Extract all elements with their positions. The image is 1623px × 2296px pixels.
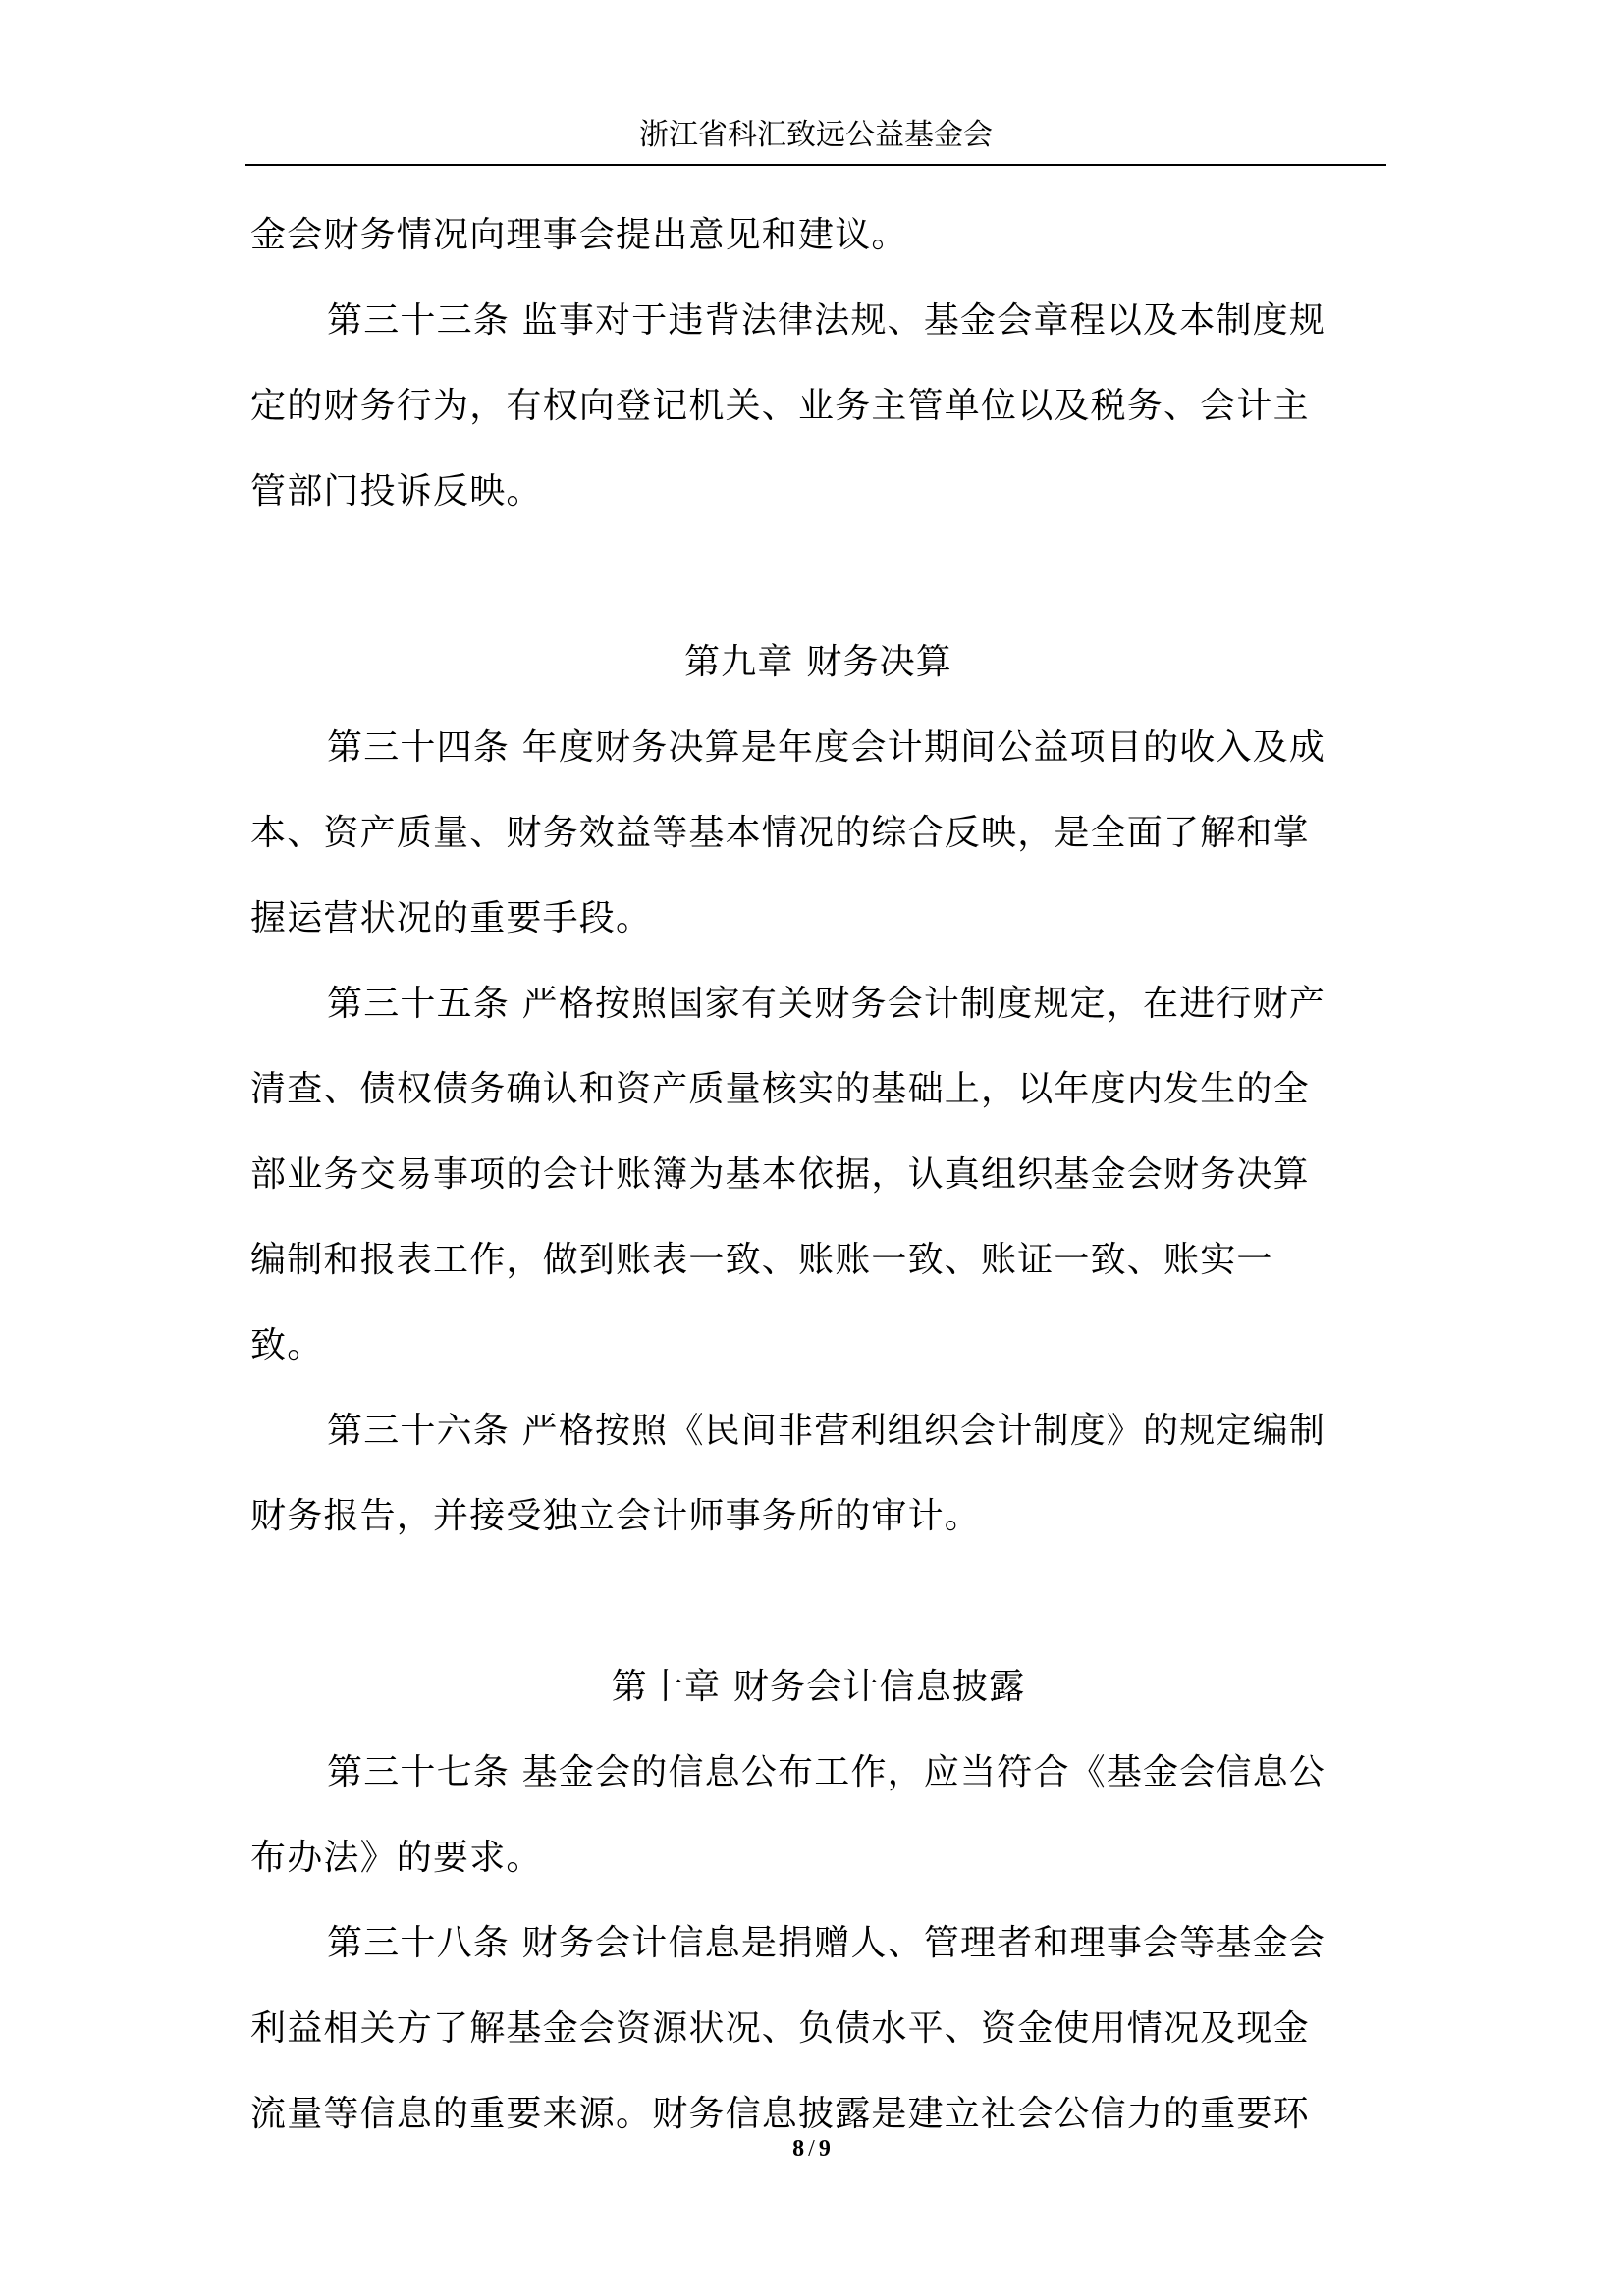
blank-line [250, 1572, 1386, 1657]
page-separator: / [808, 2136, 815, 2162]
page-number [0, 2134, 1623, 2163]
article-37-line: 第三十七条 基金会的信息公布工作，应当符合《基金会信息公 [327, 1752, 1326, 1792]
chapter-heading-10: 第十章 财务会计信息披露 [611, 1667, 1026, 1707]
paragraph-line: 编制和报表工作，做到账表一致、账账一致、账证一致、账实一 [250, 1240, 1273, 1280]
paragraph-line: 致。 [250, 1325, 324, 1365]
paragraph-line: 流量等信息的重要来源。财务信息披露是建立社会公信力的重要环 [250, 2094, 1310, 2134]
paragraph-line: 管部门投诉反映。 [250, 471, 543, 511]
article-33-line: 第三十三条 监事对于违背法律法规、基金会章程以及本制度规 [327, 300, 1326, 341]
document-body [250, 205, 1386, 2169]
paragraph-line: 布办法》的要求。 [250, 1838, 543, 1878]
blank-line [250, 547, 1386, 632]
paragraph-line: 清查、债权债务确认和资产质量核实的基础上，以年度内发生的全 [250, 1069, 1310, 1109]
article-38-line: 第三十八条 财务会计信息是捐赠人、管理者和理事会等基金会 [327, 1923, 1326, 1963]
paragraph-line: 握运营状况的重要手段。 [250, 898, 653, 938]
article-34-line: 第三十四条 年度财务决算是年度会计期间公益项目的收入及成 [327, 727, 1326, 768]
paragraph-line: 部业务交易事项的会计账簿为基本依据，认真组织基金会财务决算 [250, 1154, 1310, 1195]
chapter-heading-9: 第九章 财务决算 [683, 642, 953, 682]
paragraph-line: 财务报告，并接受独立会计师事务所的审计。 [250, 1496, 982, 1536]
running-header: 浙江省科汇致远公益基金会 [639, 118, 993, 152]
article-36-line: 第三十六条 严格按照《民间非营利组织会计制度》的规定编制 [327, 1411, 1326, 1451]
paragraph-line: 金会财务情况向理事会提出意见和建议。 [250, 215, 908, 255]
paragraph-line: 定的财务行为，有权向登记机关、业务主管单位以及税务、会计主 [250, 386, 1310, 426]
current-page: 8 [792, 2136, 805, 2162]
paragraph-line: 利益相关方了解基金会资源状况、负债水平、资金使用情况及现金 [250, 2008, 1310, 2049]
total-pages: 9 [818, 2136, 831, 2162]
article-35-line: 第三十五条 严格按照国家有关财务会计制度规定，在进行财产 [327, 984, 1326, 1024]
header-divider [245, 164, 1386, 166]
paragraph-line: 本、资产质量、财务效益等基本情况的综合反映，是全面了解和掌 [250, 813, 1310, 853]
